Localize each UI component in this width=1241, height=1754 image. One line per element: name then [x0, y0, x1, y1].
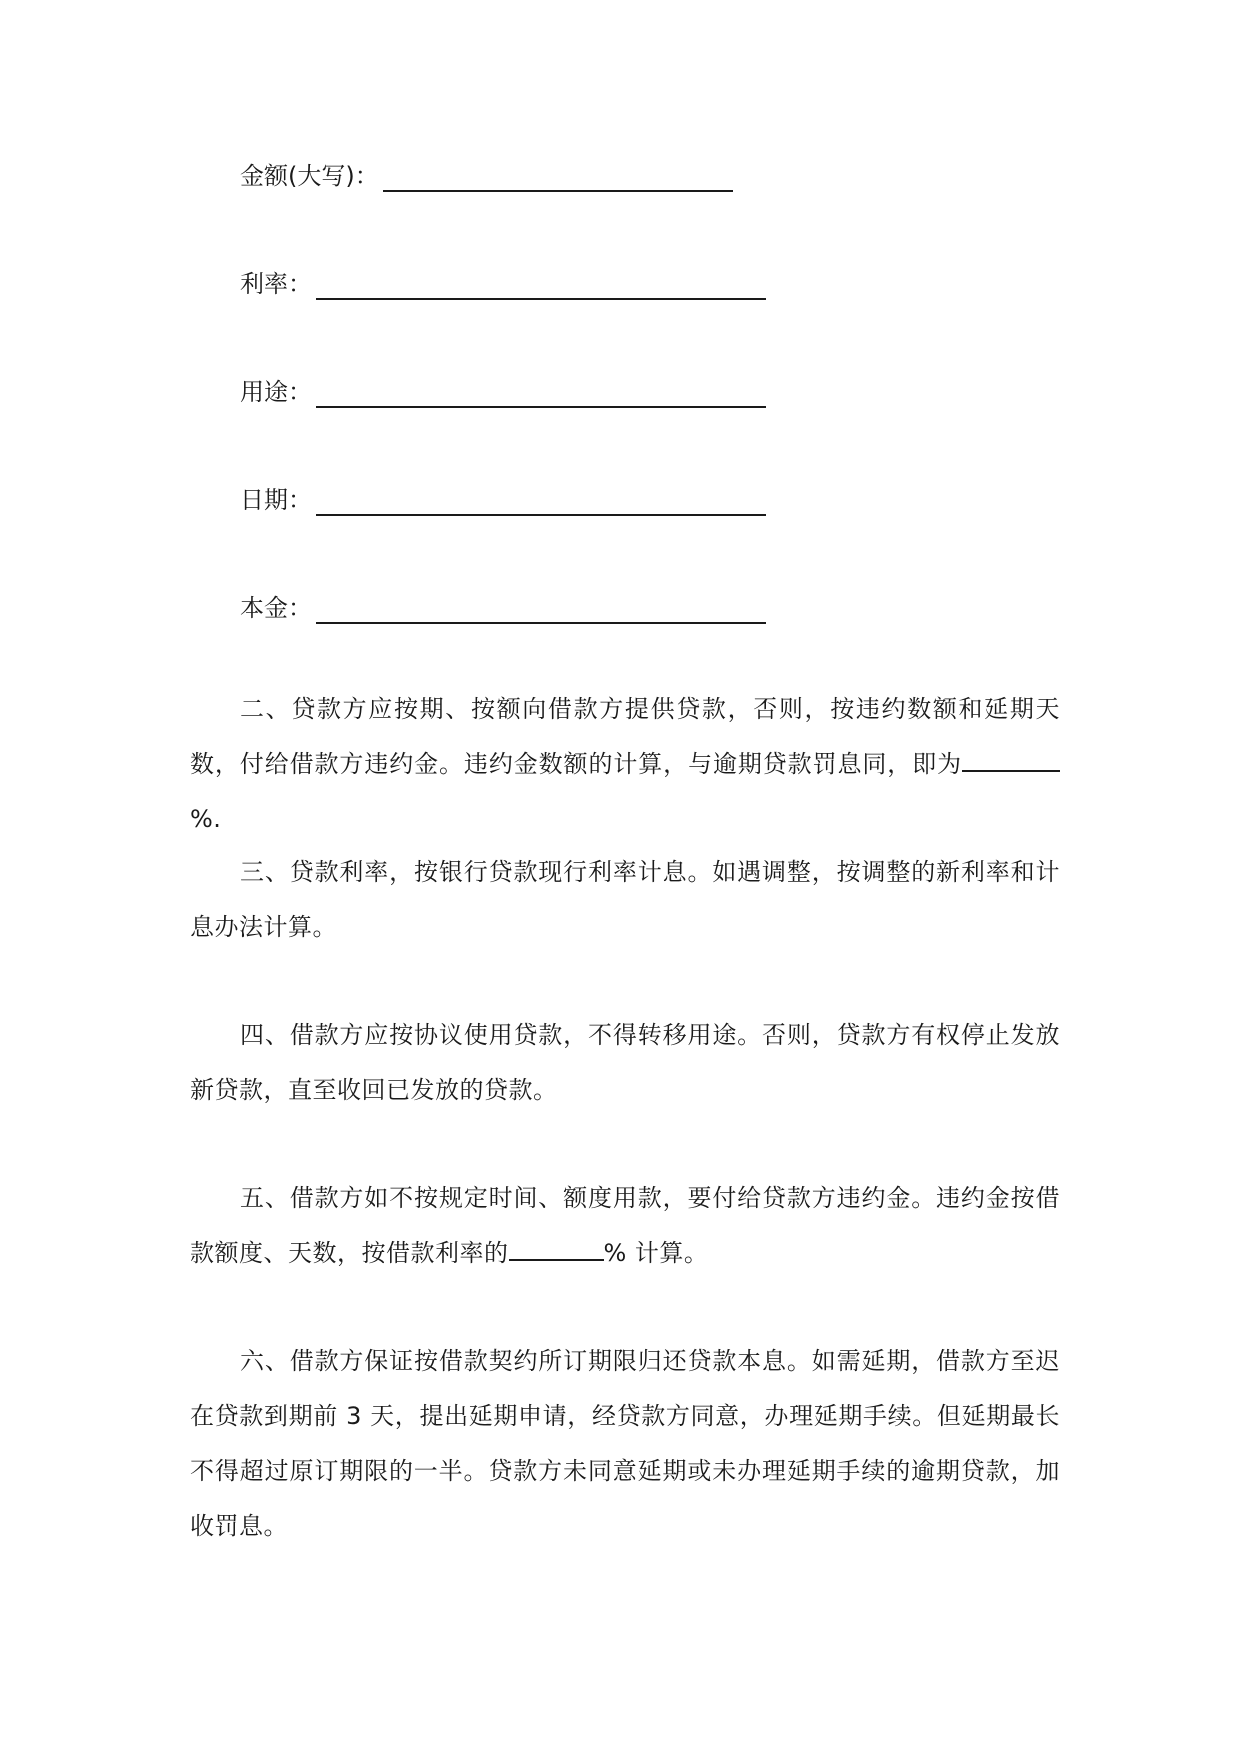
purpose-label: 用途： — [240, 378, 312, 406]
clause-2-text: 二、贷款方应按期、按额向借款方提供贷款，否则，按违约数额和延期天数，付给借款方违约金。违约金数额的计算，与逾期贷款罚息同，即为 — [190, 695, 1060, 778]
amount-label: 金额(大写)： — [240, 162, 379, 190]
clause-2-suffix: %. — [190, 805, 222, 833]
clause-4 — [190, 1008, 1060, 1118]
date-blank-line[interactable] — [316, 492, 766, 516]
clause-3-text: 三、贷款利率，按银行贷款现行利率计息。如遇调整，按调整的新利率和计息办法计算。 — [190, 858, 1060, 941]
purpose-field — [240, 376, 766, 408]
date-label: 日期： — [240, 486, 312, 514]
clause-2-blank[interactable] — [962, 748, 1060, 772]
amount-blank-line[interactable] — [383, 168, 733, 192]
clause-3 — [190, 845, 1060, 955]
clause-5-text: 五、借款方如不按规定时间、额度用款，要付给贷款方违约金。违约金按借款额度、天数，按借款利率的 — [190, 1184, 1060, 1267]
rate-blank-line[interactable] — [316, 276, 766, 300]
principal-field — [240, 592, 766, 624]
principal-label: 本金： — [240, 594, 312, 622]
amount-field — [240, 160, 733, 192]
date-field — [240, 484, 766, 516]
clause-4-text: 四、借款方应按协议使用贷款，不得转移用途。否则，贷款方有权停止发放新贷款，直至收回已发放的贷款。 — [190, 1021, 1060, 1104]
clause-5 — [190, 1171, 1060, 1281]
principal-blank-line[interactable] — [316, 600, 766, 624]
clause-2 — [190, 682, 1060, 847]
rate-field — [240, 268, 766, 300]
purpose-blank-line[interactable] — [316, 384, 766, 408]
clause-6-text: 六、借款方保证按借款契约所订期限归还贷款本息。如需延期，借款方至迟在贷款到期前 3 天，提出延期申请，经贷款方同意，办理延期手续。但延期最长不得超过原订期限的一半。贷款方未同意延期或未办理延期手续的逾期贷款，加收罚息。 — [190, 1347, 1060, 1540]
rate-label: 利率： — [240, 270, 312, 298]
clause-6 — [190, 1334, 1060, 1554]
clause-5-suffix: % 计算。 — [603, 1239, 709, 1267]
clause-5-blank[interactable] — [509, 1237, 604, 1261]
